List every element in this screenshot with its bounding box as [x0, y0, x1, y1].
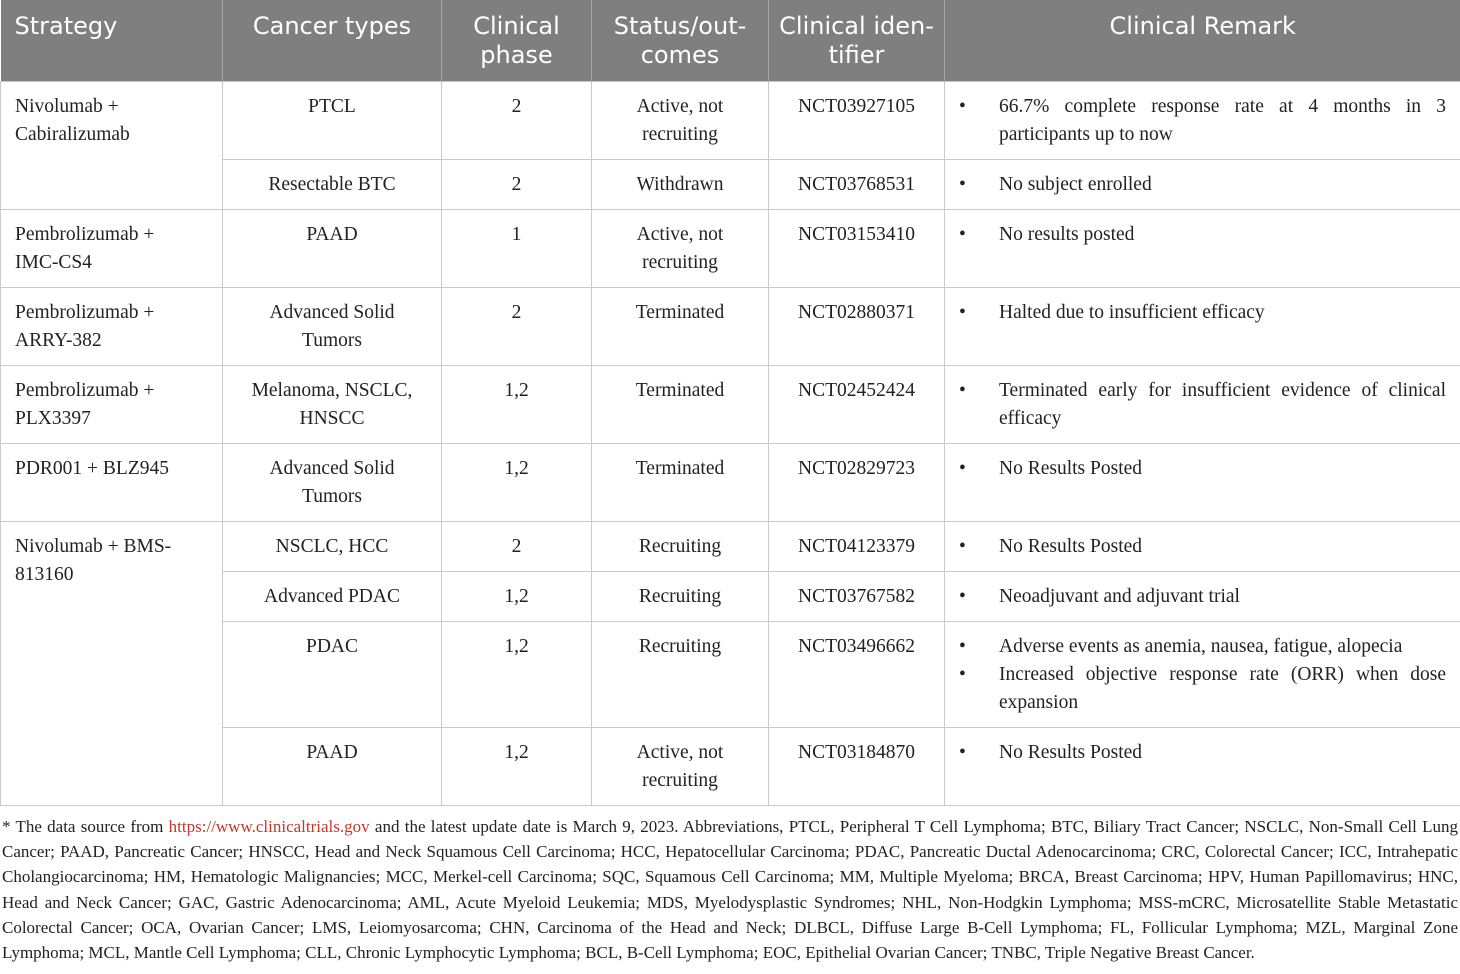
remark-list [959, 299, 1446, 327]
remark-text: No Results Posted [999, 458, 1143, 479]
strategy-line: 813160 [15, 564, 74, 585]
bullet-icon: • [959, 96, 966, 117]
table-body [1, 82, 1460, 806]
status-cell [592, 522, 769, 572]
strategy-line: Pembrolizumab + [15, 380, 155, 401]
status-cell [592, 210, 769, 288]
table-row [1, 366, 1460, 444]
remark-text: No subject enrolled [999, 174, 1152, 195]
strategy-cell [1, 288, 223, 366]
strategy-line: ARRY-382 [15, 330, 102, 351]
clinical-identifier-cell: NCT02452424 [769, 366, 945, 444]
header-line: comes [640, 41, 720, 69]
status-cell [592, 82, 769, 160]
status-line: Recruiting [638, 536, 722, 557]
table-row [1, 444, 1460, 522]
table-row [1, 522, 1460, 572]
remark-text: Neoadjuvant and adjuvant trial [999, 586, 1240, 607]
bullet-icon: • [959, 380, 966, 401]
clinical-remark-cell [945, 288, 1460, 366]
clinical-remark-cell [945, 572, 1460, 622]
strategy-cell [1, 366, 223, 444]
bullet-icon: • [959, 458, 966, 479]
clinical-remark-cell [945, 160, 1460, 210]
clinical-phase-cell: 1,2 [442, 444, 592, 522]
clinical-remark-cell [945, 522, 1460, 572]
clinical-phase-cell: 1,2 [442, 728, 592, 806]
source-link[interactable]: https://www.clinicaltrials.gov [168, 817, 370, 836]
cancer-types-cell [223, 522, 442, 572]
status-cell [592, 288, 769, 366]
clinical-identifier-cell: NCT04123379 [769, 522, 945, 572]
bullet-icon: • [959, 636, 966, 657]
clinical-phase-cell: 2 [442, 82, 592, 160]
header-cancer-types: Cancer types [223, 0, 442, 82]
status-line: Active, not [636, 96, 724, 117]
cancer-types-cell [223, 622, 442, 728]
remark-text: No results posted [999, 224, 1135, 245]
cancer-type-line: PDAC [305, 636, 359, 657]
remark-item [959, 583, 1446, 611]
remark-list [959, 93, 1446, 149]
remark-item [959, 221, 1446, 249]
cancer-type-line: Tumors [302, 486, 362, 507]
remark-text: Increased objective response rate (ORR) when dose expansion [999, 664, 1446, 713]
clinical-identifier-cell: NCT02880371 [769, 288, 945, 366]
clinical-identifier-cell: NCT03768531 [769, 160, 945, 210]
clinical-phase-cell: 1 [442, 210, 592, 288]
cancer-types-cell [223, 444, 442, 522]
remark-list [959, 221, 1446, 249]
status-line: recruiting [642, 124, 718, 145]
clinical-phase-cell: 1,2 [442, 572, 592, 622]
status-cell [592, 366, 769, 444]
cancer-type-line: NSCLC, HCC [275, 536, 389, 557]
cancer-type-line: Tumors [302, 330, 362, 351]
bullet-icon: • [959, 742, 966, 763]
status-line: Recruiting [638, 636, 722, 657]
strategy-cell [1, 210, 223, 288]
clinical-remark-cell [945, 210, 1460, 288]
remark-item [959, 455, 1446, 483]
header-clinical-remark: Clinical Remark [945, 0, 1460, 82]
cancer-types-cell [223, 288, 442, 366]
clinical-remark-cell [945, 728, 1460, 806]
table-row [1, 288, 1460, 366]
status-line: Terminated [635, 458, 725, 479]
status-cell [592, 444, 769, 522]
status-line: recruiting [642, 770, 718, 791]
clinical-phase-cell: 2 [442, 288, 592, 366]
remark-text: 66.7% complete response rate at 4 months in 3 participants up to now [999, 96, 1446, 145]
status-line: Terminated [635, 302, 725, 323]
remark-list [959, 377, 1446, 433]
remark-item [959, 377, 1446, 433]
remark-text: No Results Posted [999, 742, 1143, 763]
cancer-types-cell [223, 572, 442, 622]
bullet-icon: • [959, 586, 966, 607]
clinical-phase-cell: 1,2 [442, 622, 592, 728]
cancer-type-line: PAAD [306, 742, 358, 763]
strategy-cell [1, 522, 223, 806]
strategy-line: Cabiralizumab [15, 124, 130, 145]
remark-list [959, 533, 1446, 561]
clinical-identifier-cell: NCT03153410 [769, 210, 945, 288]
footnote-prefix: * The data source from [2, 817, 169, 836]
cancer-type-line: Advanced Solid [269, 458, 395, 479]
status-line: recruiting [642, 252, 718, 273]
bullet-icon: • [959, 664, 966, 685]
clinical-phase-cell: 2 [442, 160, 592, 210]
status-cell [592, 160, 769, 210]
remark-item [959, 533, 1446, 561]
header-strategy: Strategy [1, 0, 223, 82]
cancer-type-line: Melanoma, NSCLC, [251, 380, 413, 401]
strategy-cell [1, 444, 223, 522]
remark-text: Adverse events as anemia, nausea, fatigue, alopecia [999, 636, 1403, 657]
header-line: Status/out- [613, 12, 747, 40]
remark-item [959, 93, 1446, 149]
strategy-line: PDR001 + BLZ945 [15, 458, 170, 479]
cancer-type-line: HNSCC [299, 408, 365, 429]
remark-list [959, 739, 1446, 767]
remark-list [959, 455, 1446, 483]
clinical-remark-cell [945, 622, 1460, 728]
bullet-icon: • [959, 302, 966, 323]
strategy-line: PLX3397 [15, 408, 91, 429]
bullet-icon: • [959, 224, 966, 245]
strategy-line: Nivolumab + BMS- [15, 536, 172, 557]
remark-item [959, 299, 1446, 327]
cancer-types-cell [223, 366, 442, 444]
footnote-text: and the latest update date is March 9, 2023. Abbreviations, PTCL, Peripheral T Cell Lymphoma; BTC, Biliary Tract Cancer; NSCLC, Non-Small Cell Lung Cancer; PAAD, Pancreatic Cancer; HNSCC, Head and Neck Squamous Cell Carcinoma; HCC, Hepatocellular Carcinoma; PDAC, Pancreatic Ductal Adenocarcinoma; CRC, Colorectal Cancer; ICC, Intrahepatic Cholangiocarcinoma; HM, Hematologic Malignancies; MCC, Merkel-cell Carcinoma; SQC, Squamous Cell Carcinoma; MM, Multiple Myeloma; BRCA, Breast Carcinoma; HPV, Human Papillomavirus; HNC, Head and Neck Cancer; GAC, Gastric Adenocarcinoma; AML, Acute Myeloid Leukemia; MDS, Myelodysplastic Syndromes; NHL, Non-Hodgkin Lymphoma; MSS-mCRC, Microsatellite Stable Metastatic Colorectal Cancer; OCA, Ovarian Cancer; LMS, Leiomyosarcoma; CHN, Carcinoma of the Head and Neck; DLBCL, Diffuse Large B-Cell Lymphoma; FL, Follicular Lymphoma; MZL, Marginal Zone Lymphoma; MCL, Mantle Cell Lymphoma; CLL, Chronic Lymphocytic Lymphoma; BCL, B-Cell Lymphoma; EOC, Epithelial Ovarian Cancer; TNBC, Triple Negative Breast Cancer. [2, 817, 1458, 963]
cancer-type-line: PAAD [306, 224, 358, 245]
remark-list [959, 633, 1446, 717]
header-status [592, 0, 769, 82]
header-line: Clinical [473, 12, 560, 40]
table-row [1, 82, 1460, 160]
clinical-remark-cell [945, 82, 1460, 160]
bullet-icon: • [959, 174, 966, 195]
status-line: Recruiting [638, 586, 722, 607]
remark-list [959, 171, 1446, 199]
clinical-remark-cell [945, 366, 1460, 444]
header-row [1, 0, 1460, 82]
remark-text: Halted due to insufficient efficacy [999, 302, 1265, 323]
status-cell [592, 622, 769, 728]
header-line: Clinical iden- [779, 12, 934, 40]
remark-item [959, 661, 1446, 717]
table-row [1, 210, 1460, 288]
cancer-type-line: Resectable BTC [268, 174, 396, 195]
status-cell [592, 572, 769, 622]
clinical-phase-cell: 2 [442, 522, 592, 572]
clinical-phase-cell: 1,2 [442, 366, 592, 444]
strategy-line: Nivolumab + [15, 96, 119, 117]
header-line: phase [480, 41, 553, 69]
cancer-types-cell [223, 82, 442, 160]
clinical-identifier-cell: NCT03767582 [769, 572, 945, 622]
status-line: Active, not [636, 742, 724, 763]
footnote [0, 806, 1460, 965]
cancer-type-line: Advanced PDAC [264, 586, 400, 607]
header-clinical-phase [442, 0, 592, 82]
clinical-identifier-cell: NCT03496662 [769, 622, 945, 728]
remark-item [959, 171, 1446, 199]
clinical-identifier-cell: NCT03927105 [769, 82, 945, 160]
cancer-types-cell [223, 728, 442, 806]
status-line: Terminated [635, 380, 725, 401]
remark-item [959, 633, 1446, 661]
remark-text: Terminated early for insufficient evidence of clinical efficacy [999, 380, 1446, 429]
bullet-icon: • [959, 536, 966, 557]
cancer-type-line: Advanced Solid [269, 302, 395, 323]
cancer-types-cell [223, 160, 442, 210]
header-line: tifier [828, 41, 885, 69]
status-line: Active, not [636, 224, 724, 245]
cancer-types-cell [223, 210, 442, 288]
header-clinical-identifier [769, 0, 945, 82]
strategy-line: Pembrolizumab + [15, 302, 155, 323]
status-cell [592, 728, 769, 806]
clinical-identifier-cell: NCT03184870 [769, 728, 945, 806]
strategy-line: IMC-CS4 [15, 252, 92, 273]
status-line: Withdrawn [636, 174, 724, 195]
cancer-type-line: PTCL [308, 96, 356, 117]
remark-item [959, 739, 1446, 767]
remark-list [959, 583, 1446, 611]
clinical-remark-cell [945, 444, 1460, 522]
clinical-identifier-cell: NCT02829723 [769, 444, 945, 522]
strategy-cell [1, 82, 223, 210]
remark-text: No Results Posted [999, 536, 1143, 557]
strategy-line: Pembrolizumab + [15, 224, 155, 245]
